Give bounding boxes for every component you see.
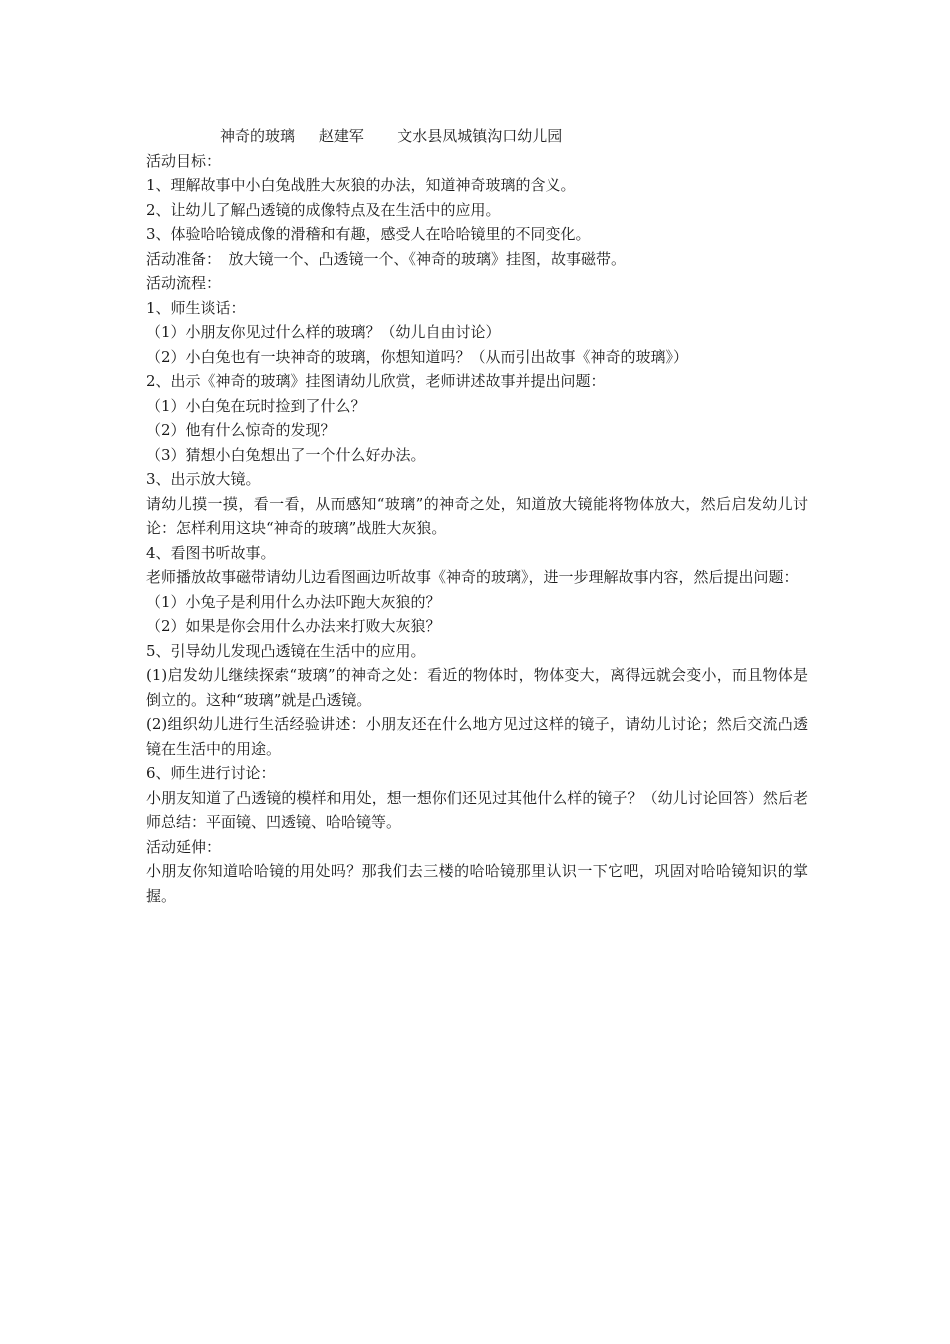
step-5-heading: 5、引导幼儿发现凸透镜在生活中的应用。 [146,641,426,660]
step-2-heading: 2、出示《神奇的玻璃》挂图请幼儿欣赏，老师讲述故事并提出问题： [146,372,606,390]
step-2-item-2: （2）他有什么惊奇的发现？ [146,421,336,439]
step-3-paragraph: 请幼儿摸一摸，看一看，从而感知“玻璃”的神奇之处，知道放大镜能将物体放大，然后启发幼儿讨论：怎样利用这块“神奇的玻璃”战胜大灰狼。 [146,494,808,537]
step-2-item-3: （3）猜想小白兔想出了一个什么好办法。 [146,445,426,464]
title-author: 赵建军 [318,127,364,145]
extension-paragraph: 小朋友你知道哈哈镜的用处吗？那我们去三楼的哈哈镜那里认识一下它吧，巩固对哈哈镜知识的掌握。 [146,862,808,905]
document-title [146,124,808,149]
title-school: 文水县凤城镇沟口幼儿园 [397,127,563,145]
step-1-heading: 1、师生谈话： [146,298,246,317]
step-5-item-2: (2)组织幼儿进行生活经验讲述：小朋友还在什么地方见过这样的镜子，请幼儿讨论；然后交流凸透镜在生活中的用途。 [146,715,808,758]
section-heading-extension: 活动延伸： [146,837,222,856]
goal-item-2: 2、让幼儿了解凸透镜的成像特点及在生活中的应用。 [146,200,501,219]
step-4-paragraph: 老师播放故事磁带请幼儿边看图画边听故事《神奇的玻璃》，进一步理解故事内容，然后提出问题： [146,568,799,586]
step-4-item-1: （1）小兔子是利用什么办法吓跑大灰狼的？ [146,592,441,611]
step-3-heading: 3、出示放大镜。 [146,470,261,488]
title-topic: 神奇的玻璃 [220,127,296,145]
step-1-item-1: （1）小朋友你见过什么样的玻璃？（幼儿自由讨论） [146,323,501,341]
step-6-paragraph: 小朋友知道了凸透镜的模样和用处，想一想你们还见过其他什么样的镜子？（幼儿讨论回答）然后老师总结：平面镜、凹透镜、哈哈镜等。 [146,788,808,831]
step-6-heading: 6、师生进行讨论： [146,764,276,782]
preparation-line: 活动准备： 放大镜一个、凸透镜一个、《神奇的玻璃》挂图，故事磁带。 [146,249,627,268]
step-5-item-1: (1)启发幼儿继续探索“玻璃”的神奇之处：看近的物体时，物体变大，离得远就会变小，而且物体是倒立的。这种“玻璃”就是凸透镜。 [146,666,808,709]
step-4-item-2: （2）如果是你会用什么办法来打败大灰狼？ [146,617,441,635]
step-1-item-2: （2）小白兔也有一块神奇的玻璃，你想知道吗？（从而引出故事《神奇的玻璃》） [146,347,689,366]
section-heading-process: 活动流程： [146,274,222,292]
section-heading-goals: 活动目标： [146,151,222,170]
goal-item-3: 3、体验哈哈镜成像的滑稽和有趣，感受人在哈哈镜里的不同变化。 [146,225,591,243]
goal-item-1: 1、理解故事中小白兔战胜大灰狼的办法，知道神奇玻璃的含义。 [146,176,576,194]
step-4-heading: 4、看图书听故事。 [146,543,276,562]
step-2-item-1: （1）小白兔在玩时捡到了什么？ [146,396,366,415]
document-body [146,124,808,908]
